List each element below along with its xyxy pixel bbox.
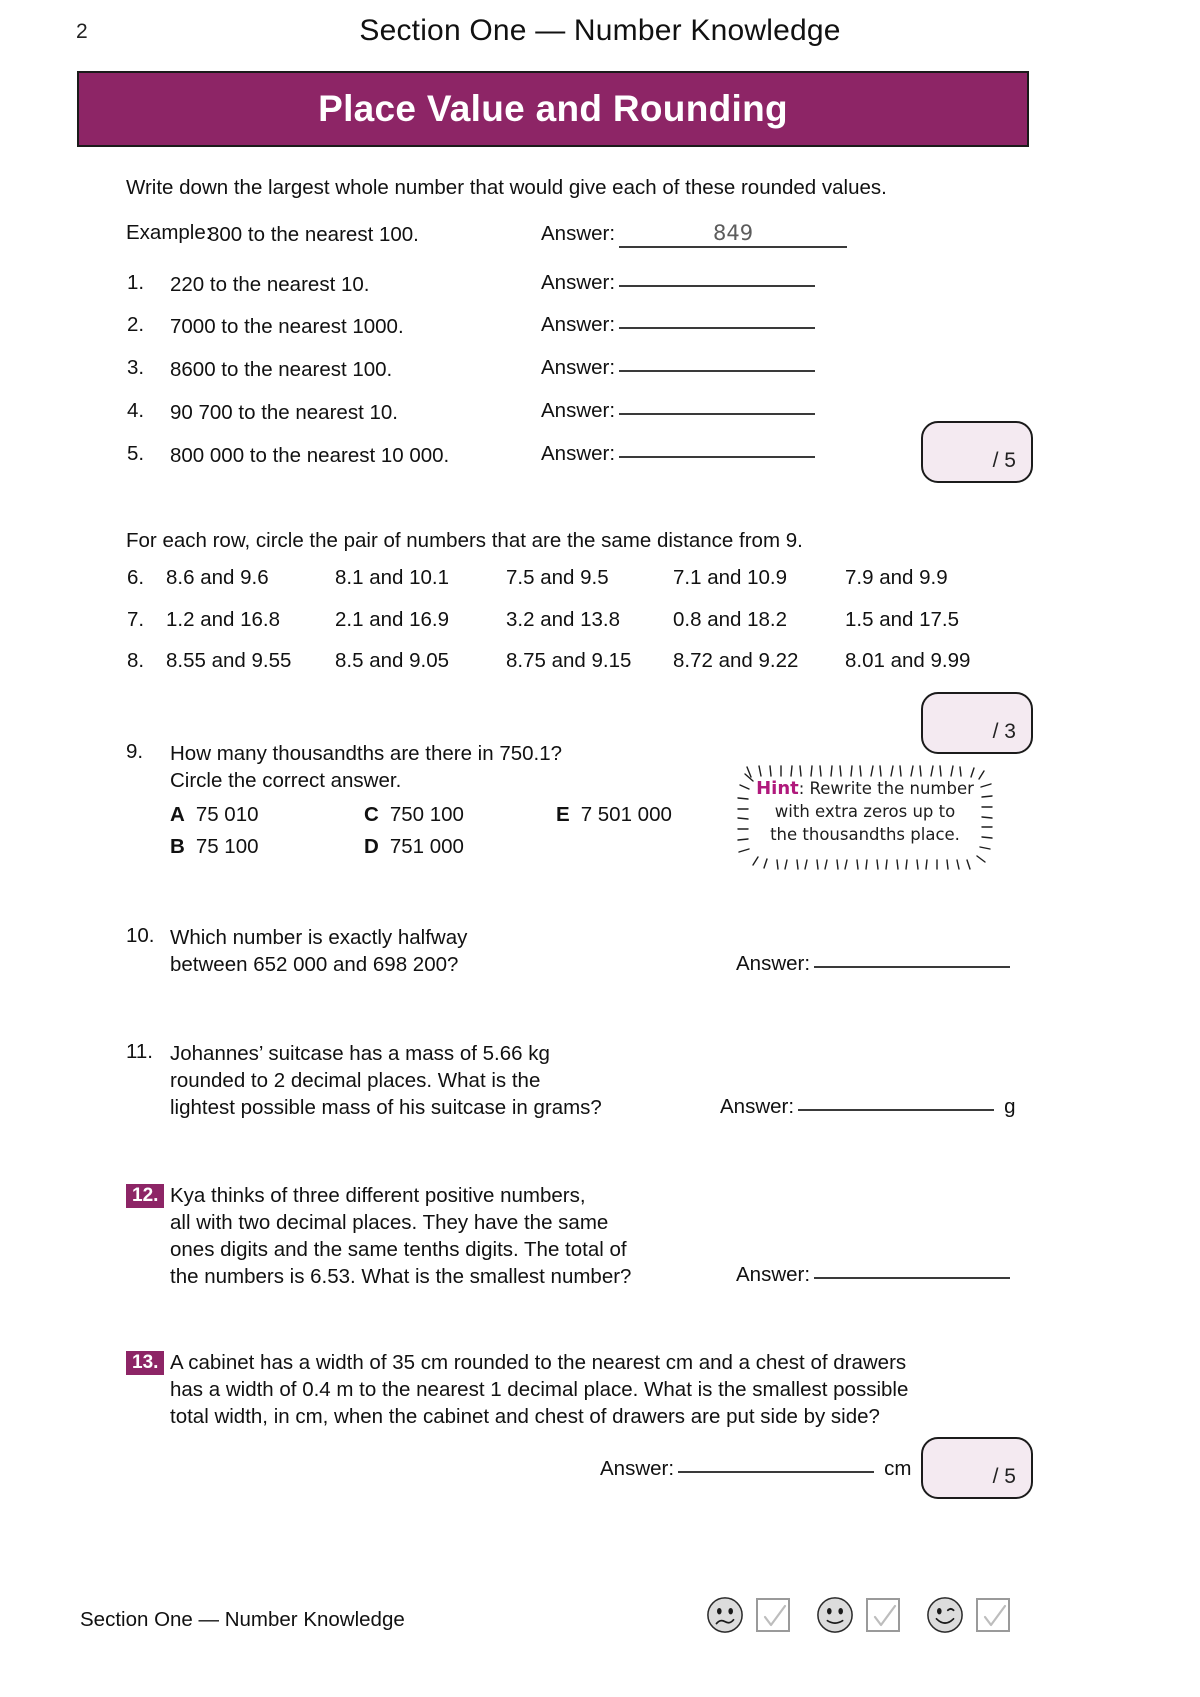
happy-face-checkbox[interactable] [976,1598,1010,1632]
q4-answer[interactable] [541,399,815,423]
q9-number: 9. [126,740,144,763]
q6-option-2[interactable]: 8.1 and 10.1 [335,566,449,589]
score-badge-q13: / 5 [921,1437,1033,1499]
q10-number: 10. [126,924,155,947]
q1-answer-blank[interactable] [619,285,815,287]
happy-face-icon [926,1596,964,1634]
q5-answer-blank[interactable] [619,456,815,458]
q6-option-5[interactable]: 7.9 and 9.9 [845,566,948,589]
q1-answer-label: Answer: [541,271,616,294]
q5-prompt: 800 000 to the nearest 10 000. [170,444,450,467]
q3-number: 3. [127,356,145,379]
q5-answer-label: Answer: [541,442,616,465]
q3-answer-label: Answer: [541,356,616,379]
q8-option-3[interactable]: 8.75 and 9.15 [506,649,632,672]
q13-prompt-line2: has a width of 0.4 m to the nearest 1 decimal place. What is the smallest possible [170,1378,909,1401]
q1-prompt: 220 to the nearest 10. [170,273,370,296]
score-badge-part1: / 5 [921,421,1033,483]
hint-text [751,777,979,857]
q10-prompt-line2: between 652 000 and 698 200? [170,953,459,976]
q13-prompt-line3: total width, in cm, when the cabinet and chest of drawers are put side by side? [170,1405,880,1428]
score-badge-part2: / 3 [921,692,1033,754]
q12-answer-blank[interactable] [814,1277,1010,1279]
q12-number-chip: 12. [126,1184,164,1208]
hint-label: Hint [756,778,799,799]
q9-prompt-line1: How many thousandths are there in 750.1? [170,742,563,765]
q9-option-e-letter: E [556,803,570,826]
q13-answer-unit: cm [884,1457,912,1480]
q11-number: 11. [126,1040,153,1063]
q13-prompt-line1: A cabinet has a width of 35 cm rounded to the nearest cm and a chest of drawers [170,1351,907,1374]
q2-answer-label: Answer: [541,313,616,336]
q7-option-2[interactable]: 2.1 and 16.9 [335,608,449,631]
page-number: 2 [76,20,88,43]
q9-option-b-value: 75 100 [195,835,259,858]
q10-answer[interactable] [736,952,1010,976]
q13-number-chip: 13. [126,1351,164,1375]
q13-answer[interactable] [600,1457,911,1481]
q9-prompt-line2: Circle the correct answer. [170,769,402,792]
q9-option-d-letter: D [364,835,379,858]
q2-answer-blank[interactable] [619,327,815,329]
q2-prompt: 7000 to the nearest 1000. [170,315,404,338]
example-answer [541,221,847,248]
q9-option-c-value: 750 100 [389,803,464,826]
q9-option-d[interactable] [364,835,464,859]
hint-line3: the thousandths place. [770,825,960,844]
q8-option-2[interactable]: 8.5 and 9.05 [335,649,449,672]
footer-text: Section One — Number Knowledge [80,1608,405,1631]
hint-line2: with extra zeros up to [774,802,956,821]
q11-prompt-line1: Johannes’ suitcase has a mass of 5.66 kg [170,1042,550,1065]
q4-answer-label: Answer: [541,399,616,422]
self-assessment-neutral[interactable] [816,1596,900,1634]
q13-answer-label: Answer: [600,1457,675,1480]
q9-option-d-value: 751 000 [389,835,464,858]
q8-option-1[interactable]: 8.55 and 9.55 [166,649,292,672]
q8-option-4[interactable]: 8.72 and 9.22 [673,649,799,672]
q7-option-4[interactable]: 0.8 and 18.2 [673,608,787,631]
q11-answer-label: Answer: [720,1095,795,1118]
q3-prompt: 8600 to the nearest 100. [170,358,393,381]
example-answer-value: 849 [619,221,847,248]
self-assessment-sad[interactable] [706,1596,790,1634]
q4-answer-blank[interactable] [619,413,815,415]
q9-option-e[interactable] [556,803,672,827]
q11-prompt [170,1040,602,1121]
q12-answer-label: Answer: [736,1263,811,1286]
q7-option-5[interactable]: 1.5 and 17.5 [845,608,959,631]
q2-number: 2. [127,313,145,336]
q11-prompt-line2: rounded to 2 decimal places. What is the [170,1069,541,1092]
q9-option-a[interactable] [170,803,259,827]
banner [77,71,1029,147]
q9-option-e-value: 7 501 000 [580,803,672,826]
example-answer-label: Answer: [541,222,616,245]
q12-prompt-line1: Kya thinks of three different positive numbers, [170,1184,586,1207]
q9-option-c[interactable] [364,803,464,827]
q7-option-3[interactable]: 3.2 and 13.8 [506,608,620,631]
q1-number: 1. [127,271,145,294]
self-assessment-faces [706,1596,1010,1634]
self-assessment-happy[interactable] [926,1596,1010,1634]
q6-option-1[interactable]: 8.6 and 9.6 [166,566,269,589]
q10-prompt [170,924,467,978]
q9-option-b[interactable] [170,835,259,859]
q5-number: 5. [127,442,145,465]
banner-title: Place Value and Rounding [318,88,788,129]
q10-prompt-line1: Which number is exactly halfway [170,926,468,949]
q9-option-b-letter: B [170,835,185,858]
q11-answer-unit: g [1004,1095,1016,1118]
q11-answer-blank[interactable] [798,1109,994,1111]
part1-intro: Write down the largest whole number that would give each of these rounded values. [126,176,887,199]
hint-line1: Rewrite the number [804,779,974,798]
q7-option-1[interactable]: 1.2 and 16.8 [166,608,280,631]
sad-face-checkbox[interactable] [756,1598,790,1632]
q4-number: 4. [127,399,145,422]
check-icon [872,1604,898,1630]
q11-prompt-line3: lightest possible mass of his suitcase in grams? [170,1096,602,1119]
q9-option-c-letter: C [364,803,379,826]
sad-face-icon [706,1596,744,1634]
q8-number: 8. [127,649,145,672]
q12-prompt-line3: ones digits and the same tenths digits. The total of [170,1238,627,1261]
q8-option-5[interactable]: 8.01 and 9.99 [845,649,971,672]
q11-answer[interactable] [720,1095,1015,1119]
q6-number: 6. [127,566,145,589]
part2-intro: For each row, circle the pair of numbers that are the same distance from 9. [126,529,803,552]
hint-box [733,763,995,871]
q3-answer[interactable] [541,356,815,380]
q10-answer-blank[interactable] [814,966,1010,968]
q5-answer[interactable] [541,442,815,466]
q9-prompt [170,740,562,794]
example-prompt: 800 to the nearest 100. [208,223,419,246]
q12-prompt-line4: the numbers is 6.53. What is the smallest number? [170,1265,632,1288]
neutral-face-icon [816,1596,854,1634]
q13-answer-blank[interactable] [678,1471,874,1473]
q4-prompt: 90 700 to the nearest 10. [170,401,398,424]
q12-prompt-line2: all with two decimal places. They have the same [170,1211,609,1234]
q2-answer[interactable] [541,313,815,337]
q12-answer[interactable] [736,1263,1010,1287]
q6-option-4[interactable]: 7.1 and 10.9 [673,566,787,589]
q12-prompt [170,1182,631,1290]
q6-option-3[interactable]: 7.5 and 9.5 [506,566,609,589]
hint-separator: : [798,779,805,798]
q7-number: 7. [127,608,145,631]
q13-prompt [170,1349,908,1430]
page-title: Section One — Number Knowledge [359,14,841,47]
example-label: Example: [126,221,212,244]
check-icon [762,1604,788,1630]
q10-answer-label: Answer: [736,952,811,975]
q9-option-a-letter: A [170,803,185,826]
check-icon [982,1604,1008,1630]
q3-answer-blank[interactable] [619,370,815,372]
q9-option-a-value: 75 010 [195,803,259,826]
q1-answer[interactable] [541,271,815,295]
neutral-face-checkbox[interactable] [866,1598,900,1632]
